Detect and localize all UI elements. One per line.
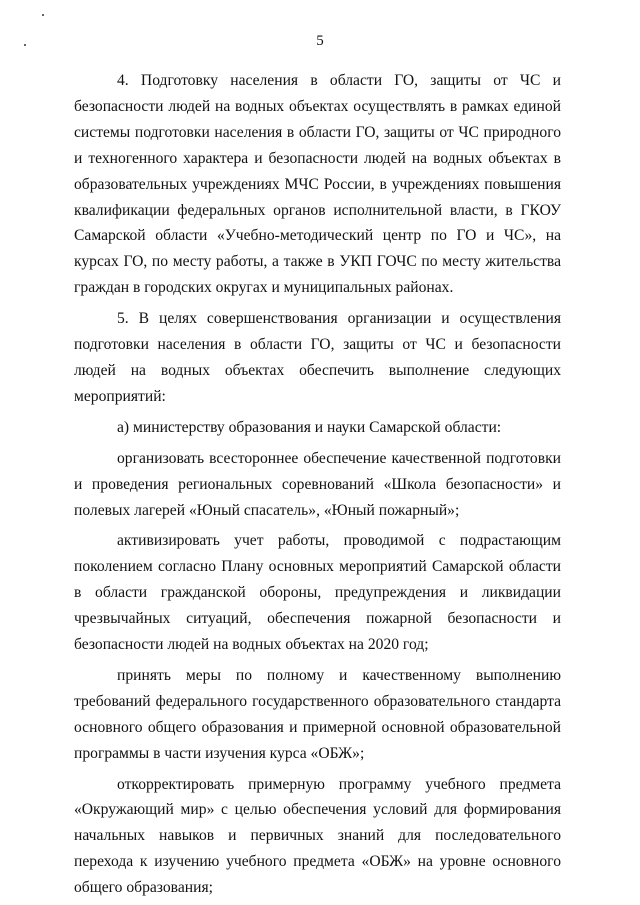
paragraph-adjust-program: откорректировать примерную программу учебного предмета «Окружающий мир» с целью обеспечения условий для формирования начальных навыков и первичных знаний для последовательного перехода к изучению учебного предмета «ОБЖ» на уровне основного общего образования; bbox=[74, 775, 561, 897]
document-body bbox=[74, 68, 561, 901]
paragraph-take-measures-standard: принять меры по полному и качественному выполнению требований федерального государственного образовательного стандарта основного общего образования и примерной основной образовательной программы в части изучения курса «ОБЖ»; bbox=[74, 666, 561, 762]
paragraph-5-measures: 5. В целях совершенствования организации и осуществления подготовки населения в области ГО, защиты от ЧС и безопасности людей на водных объектах обеспечить выполнение следующих мероприятий: bbox=[74, 310, 561, 405]
paragraph-organize-competitions: организовать всестороннее обеспечение качественной подготовки и проведения региональных соревнований «Школа безопасности» и полевых лагерей «Юный спасатель», «Юный пожарный»; bbox=[74, 449, 561, 519]
paragraph-5a-ministry: а) министерству образования и науки Самарской области: bbox=[117, 418, 502, 436]
scan-speck bbox=[42, 14, 44, 16]
page-number: 5 bbox=[316, 33, 324, 49]
paragraph-4-training-population: 4. Подготовку населения в области ГО, защиты от ЧС и безопасности людей на водных объектах осуществлять в рамках единой системы подготовки населения в области ГО, защиты от ЧС природного и техногенного характера и безопасности людей на водных объектах в образовательных учреждениях МЧС России, в учреждениях повышения квалификации федеральных органов исполнительной власти, в ГКОУ Самарской области «Учебно-методический центр по ГО и ЧС», на курсах ГО, по месту работы, а также в УКП ГОЧС по месту жительства граждан в городских округах и муниципальных районах. bbox=[74, 72, 561, 297]
paragraph-activate-accounting: активизировать учет работы, проводимой с подрастающим поколением согласно Плану основных мероприятий Самарской области в области гражданской обороны, предупреждения и ликвидации чрезвычайных ситуаций, обеспечения пожарной безопасности и безопасности людей на водных объектах на 2020 год; bbox=[74, 532, 561, 654]
